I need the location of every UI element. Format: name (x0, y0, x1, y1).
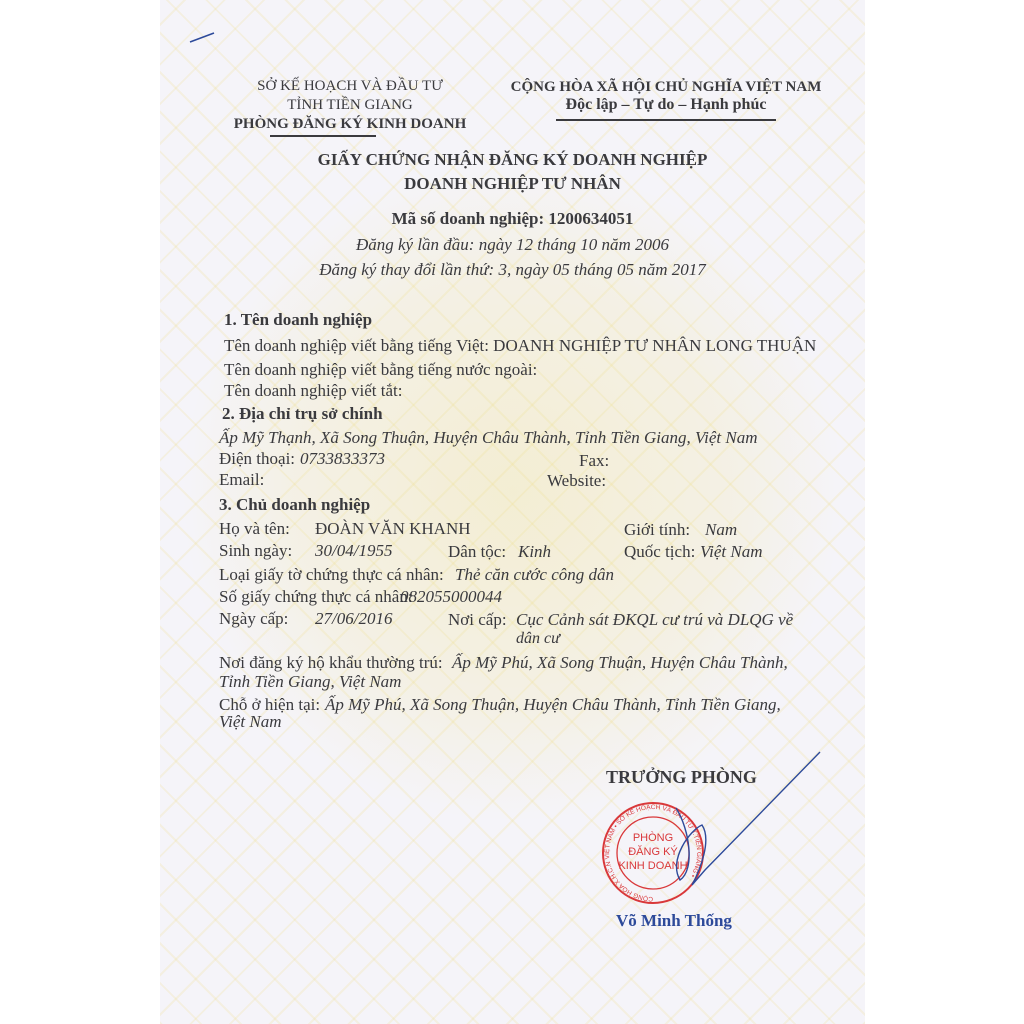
agency-office: PHÒNG ĐĂNG KÝ KINH DOANH (233, 116, 467, 132)
short-name: Tên doanh nghiệp viết tắt: (224, 381, 403, 400)
country-name: CỘNG HÒA XÃ HỘI CHỦ NGHĨA VIỆT NAM (510, 79, 822, 95)
gender-label: Giới tính: (624, 520, 691, 539)
document-subtitle: DOANH NGHIỆP TƯ NHÂN (404, 174, 621, 193)
fax-label: Fax: (579, 451, 610, 470)
website-label: Website: (547, 471, 607, 490)
section1-heading: 1. Tên doanh nghiệp (224, 310, 373, 329)
issue-date-label: Ngày cấp: (219, 609, 289, 628)
id-type-label: Loại giấy tờ chứng thực cá nhân: (219, 565, 444, 584)
id-type-value: Thẻ căn cước công dân (455, 565, 615, 584)
permanent-address-label: Nơi đăng ký hộ khẩu thường trú: (219, 653, 443, 672)
svg-text:CỘNG HÒA X.H.C.N VIỆT NAM • SỞ: CỘNG HÒA X.H.C.N VIỆT NAM • SỞ KẾ HOẠCH VÀ ĐẦU TƯ T.TIỀN GIANG • (604, 803, 703, 903)
ethnic-label: Dân tộc: (448, 542, 507, 561)
agency-province: TỈNH TIỀN GIANG (287, 97, 413, 113)
change-registration: Đăng ký thay đổi lần thứ: 3, ngày 05 tháng 05 năm 2017 (319, 260, 706, 279)
id-number-label: Số giấy chứng thực cá nhân: (219, 587, 413, 606)
issue-date-value: 27/06/2016 (315, 609, 393, 628)
issue-place-label: Nơi cấp: (448, 610, 507, 629)
current-address-cont: Việt Nam (219, 712, 282, 731)
phone-label: Điện thoại: (219, 449, 296, 468)
issue-place-value-cont: dân cư (516, 630, 560, 647)
email-label: Email: (219, 470, 265, 489)
agency-name: SỞ KẾ HOẠCH VÀ ĐẦU TƯ (257, 78, 443, 94)
svg-text:ĐĂNG KÝ: ĐĂNG KÝ (628, 846, 678, 858)
dob-label: Sinh ngày: (219, 541, 293, 560)
nationality-value: Việt Nam (700, 542, 763, 561)
phone-value: 0733833373 (300, 449, 385, 468)
signer-name: Võ Minh Thống (616, 911, 732, 930)
divider (556, 119, 776, 121)
gender-value: Nam (705, 520, 738, 539)
foreign-name: Tên doanh nghiệp viết bằng tiếng nước ngoài: (224, 360, 538, 379)
current-address-value: Ấp Mỹ Phú, Xã Song Thuận, Huyện Châu Thành, Tỉnh Tiền Giang, (325, 695, 781, 714)
svg-text:KINH DOANH: KINH DOANH (618, 860, 688, 872)
signer-title: TRƯỞNG PHÒNG (606, 767, 757, 787)
motto: Độc lập – Tự do – Hạnh phúc (565, 96, 767, 113)
nationality-label: Quốc tịch: (624, 542, 696, 561)
vietnamese-name: Tên doanh nghiệp viết bằng tiếng Việt: DOANH NGHIỆP TƯ NHÂN LONG THUẬN (224, 336, 817, 355)
first-registration: Đăng ký lần đầu: ngày 12 tháng 10 năm 2006 (355, 235, 670, 254)
document-title: GIẤY CHỨNG NHẬN ĐĂNG KÝ DOANH NGHIỆP (317, 150, 708, 169)
official-stamp (601, 801, 705, 905)
enterprise-code: Mã số doanh nghiệp: 1200634051 (391, 209, 634, 228)
section3-heading: 3. Chủ doanh nghiệp (219, 495, 371, 514)
owner-name: ĐOÀN VĂN KHANH (315, 519, 471, 538)
dob-value: 30/04/1955 (315, 541, 393, 560)
current-address-label: Chỗ ở hiện tại: (219, 695, 321, 714)
ethnic-value: Kinh (518, 542, 552, 561)
divider (270, 135, 376, 137)
section2-heading: 2. Địa chỉ trụ sở chính (222, 404, 383, 423)
issue-place-value: Cục Cảnh sát ĐKQL cư trú và DLQG về (516, 610, 794, 629)
name-label: Họ và tên: (219, 519, 290, 538)
permanent-address-cont: Tỉnh Tiền Giang, Việt Nam (219, 672, 402, 691)
permanent-address-value: Ấp Mỹ Phú, Xã Song Thuận, Huyện Châu Thành, (452, 653, 788, 672)
svg-text:PHÒNG: PHÒNG (632, 832, 674, 844)
id-number-value: 082055000044 (400, 587, 502, 606)
head-office-address: Ấp Mỹ Thạnh, Xã Song Thuận, Huyện Châu Thành, Tỉnh Tiền Giang, Việt Nam (219, 428, 758, 447)
